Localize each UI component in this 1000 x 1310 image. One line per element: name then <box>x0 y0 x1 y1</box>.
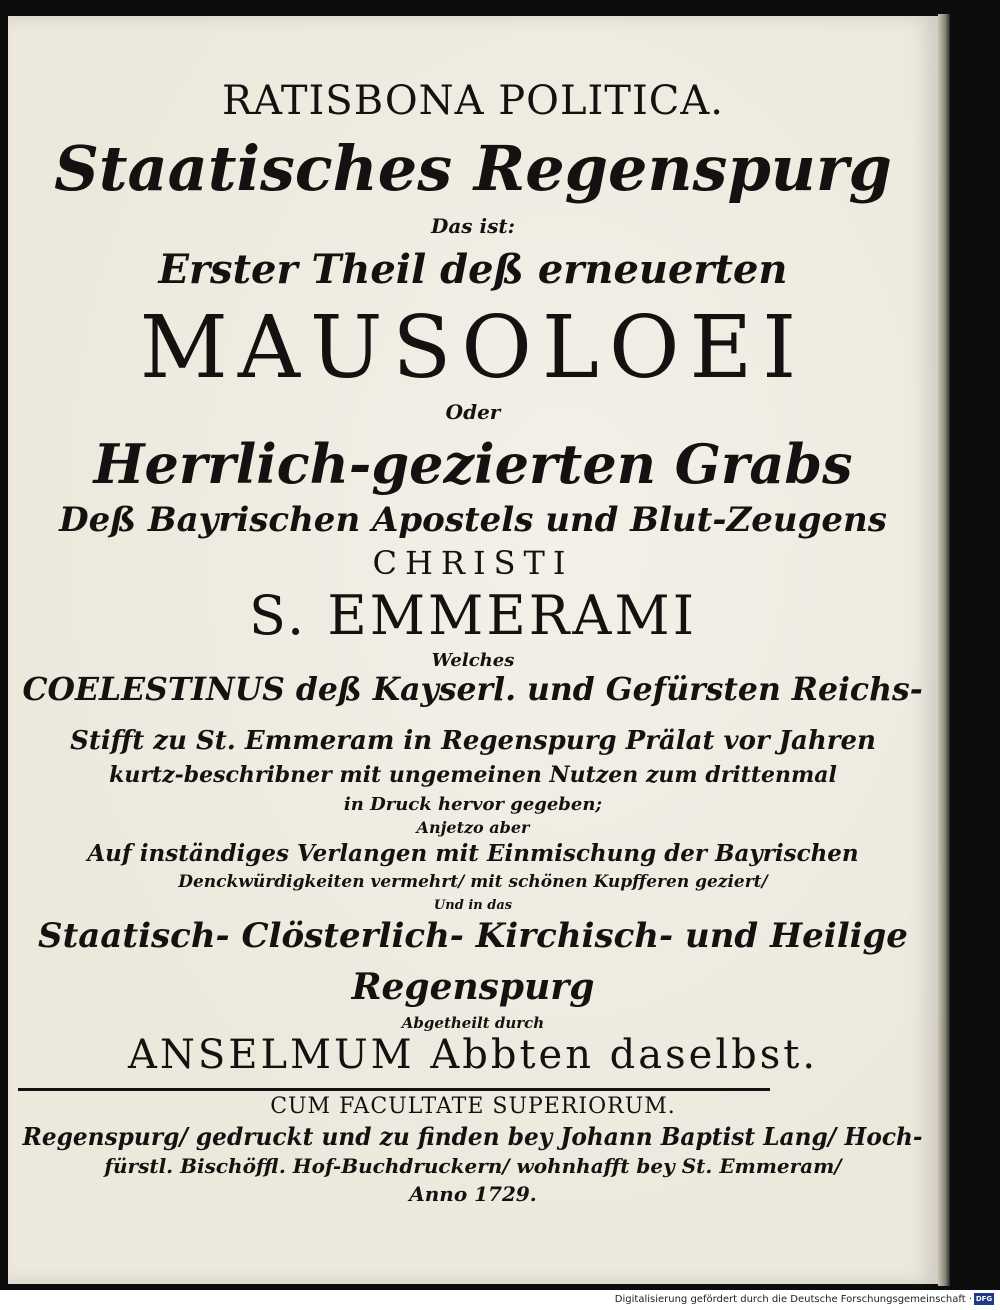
coelestinus-line: COELESTINUS deß Kayserl. und Gefürsten Reichs- <box>22 670 924 708</box>
title-latin: RATISBONA POLITICA. <box>222 78 724 124</box>
regenspurg: Regenspurg <box>351 966 595 1008</box>
mausoloei: MAUSOLOEI <box>139 298 807 398</box>
abgetheilt-durch: Abgetheilt durch <box>401 1014 545 1032</box>
oder: Oder <box>445 400 501 424</box>
verlangen-line: Auf inständiges Verlangen mit Einmischung der Bayrischen <box>87 840 859 867</box>
stifft-line: Stifft zu St. Emmeram in Regenspurg Prälat vor Jahren <box>70 726 876 756</box>
christi: CHRISTI <box>372 544 574 582</box>
footer-bar <box>0 1290 1000 1310</box>
in-druck-line: in Druck hervor gegeben; <box>343 794 603 815</box>
title-german: Staatisches Regenspurg <box>54 132 892 205</box>
beschribner-line: kurtz-beschribner mit ungemeinen Nutzen zum drittenmal <box>109 762 837 788</box>
und-in-das: Und in das <box>433 898 513 913</box>
separator-rule <box>18 1088 770 1091</box>
imprint-year: Anno 1729. <box>409 1182 537 1206</box>
s-emmerami: S. EMMERAMI <box>248 584 698 647</box>
erster-theil: Erster Theil deß erneuerten <box>158 246 788 293</box>
imprint-address: fürstl. Bischöffl. Hof-Buchdruckern/ wohnhafft bey St. Emmeram/ <box>104 1154 842 1178</box>
anjetzo-aber: Anjetzo aber <box>416 818 530 837</box>
herrlich-gezierten: Herrlich-gezierten Grabs <box>93 432 853 496</box>
imprint-printer: Regenspurg/ gedruckt und zu finden bey Johann Baptist Lang/ Hoch- <box>22 1122 924 1151</box>
funding-credit: Digitalisierung gefördert durch die Deutsche Forschungsgemeinschaft · <box>614 1294 972 1305</box>
welches: Welches <box>431 650 515 671</box>
imprint-facultate: CUM FACULTATE SUPERIORUM. <box>270 1094 676 1119</box>
bayrischen-apostels: Deß Bayrischen Apostels und Blut-Zeugens <box>59 500 887 540</box>
page-edge <box>938 14 950 1286</box>
dfg-logo: DFG <box>975 1295 993 1303</box>
staatisch-line: Staatisch- Clösterlich- Kirchisch- und Heilige <box>38 916 908 956</box>
author-line: ANSELMUM Abbten daselbst. <box>127 1032 819 1078</box>
denckwuerdigkeiten-line: Denckwürdigkeiten vermehrt/ mit schönen Kupfferen geziert/ <box>178 872 768 892</box>
das-ist: Das ist: <box>430 214 515 238</box>
